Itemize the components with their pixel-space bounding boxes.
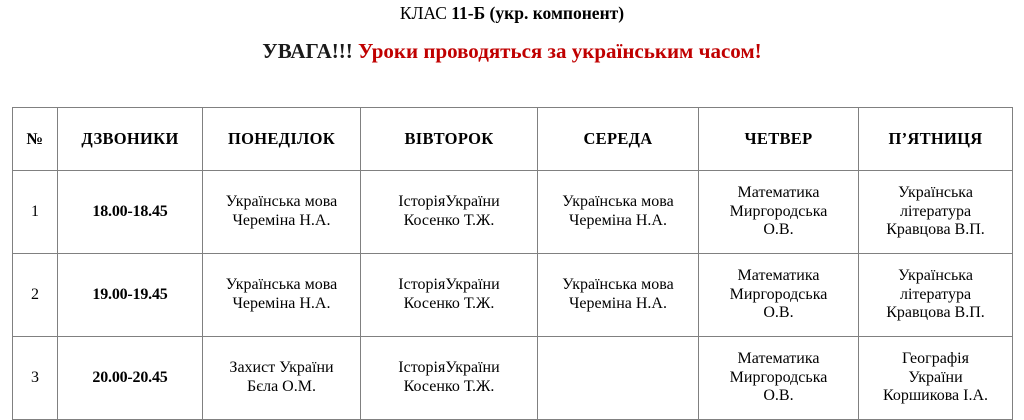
lesson-subject: Географія (902, 349, 969, 367)
table-row (13, 337, 1013, 420)
lesson-subject: Українська мова (562, 276, 674, 294)
row-number: 1 (13, 171, 58, 254)
cell-friday (859, 171, 1013, 254)
warning-banner (0, 23, 1024, 62)
lesson-teacher: Бєла О.М. (247, 378, 316, 395)
cell-wednesday (538, 254, 699, 337)
lesson-subject: Захист України (229, 359, 334, 377)
cell-tuesday (361, 337, 538, 420)
cell-monday (203, 171, 361, 254)
row-time: 18.00-18.45 (58, 171, 203, 254)
lesson-subject: ІсторіяУкраїни (398, 359, 500, 377)
cell-wednesday (538, 171, 699, 254)
cell-thursday (699, 254, 859, 337)
table-header-row (13, 108, 1013, 171)
lesson-subject: Математика (737, 266, 820, 284)
lesson-subject: Математика (737, 349, 820, 367)
page-title-prefix: КЛАС (399, 3, 452, 23)
column-header-bells: ДЗВОНИКИ (58, 108, 203, 171)
column-header-thursday: ЧЕТВЕР (699, 108, 859, 171)
schedule-table (12, 107, 1013, 420)
lesson-subject-line2: література (899, 202, 972, 220)
lesson-teacher: Череміна Н.А. (232, 212, 331, 229)
table-row (13, 171, 1013, 254)
lesson-subject: Українська мова (225, 276, 338, 294)
lesson-teacher: Кравцова В.П. (886, 221, 985, 239)
lesson-teacher: Миргородська (729, 368, 828, 386)
lesson-subject: ІсторіяУкраїни (398, 193, 500, 211)
lesson-subject: Українська мова (225, 193, 338, 211)
lesson-teacher-initials: О.В. (763, 387, 794, 405)
cell-monday (203, 337, 361, 420)
cell-thursday (699, 171, 859, 254)
cell-wednesday-empty (538, 337, 699, 420)
lesson-teacher: Миргородська (729, 285, 828, 303)
cell-monday (203, 254, 361, 337)
column-header-friday: П’ЯТНИЦЯ (859, 108, 1013, 171)
lesson-teacher: Коршикова І.А. (882, 387, 989, 405)
column-header-monday: ПОНЕДІЛОК (203, 108, 361, 171)
table-row (13, 254, 1013, 337)
row-number: 3 (13, 337, 58, 420)
lesson-teacher: Косенко Т.Ж. (403, 212, 495, 229)
lesson-subject: Українська (898, 183, 973, 201)
cell-tuesday (361, 171, 538, 254)
lesson-teacher: Кравцова В.П. (886, 304, 985, 322)
lesson-subject-line2: література (899, 285, 972, 303)
lesson-subject: ІсторіяУкраїни (398, 276, 500, 294)
row-time: 20.00-20.45 (58, 337, 203, 420)
page-title-class: 11-Б (укр. компонент) (451, 3, 625, 23)
cell-friday (859, 254, 1013, 337)
lesson-subject: Українська мова (562, 193, 674, 211)
lesson-subject: Математика (737, 183, 820, 201)
schedule-table-container (12, 107, 1012, 420)
column-header-number: № (13, 108, 58, 171)
row-number: 2 (13, 254, 58, 337)
lesson-teacher: Череміна Н.А. (232, 295, 331, 312)
lesson-teacher: Косенко Т.Ж. (403, 378, 495, 395)
lesson-subject: Українська (898, 266, 973, 284)
lesson-subject-line2: України (908, 368, 963, 386)
cell-friday (859, 337, 1013, 420)
warning-attention-label: УВАГА!!! (262, 38, 353, 63)
row-time: 19.00-19.45 (58, 254, 203, 337)
warning-message: Уроки проводяться за українським часом! (352, 38, 762, 63)
lesson-teacher: Миргородська (729, 202, 828, 220)
page-title (0, 0, 1024, 23)
lesson-teacher: Косенко Т.Ж. (403, 295, 495, 312)
cell-thursday (699, 337, 859, 420)
cell-tuesday (361, 254, 538, 337)
lesson-teacher-initials: О.В. (763, 221, 794, 239)
lesson-teacher-initials: О.В. (763, 304, 794, 322)
lesson-teacher: Череміна Н.А. (569, 295, 667, 312)
column-header-tuesday: ВІВТОРОК (361, 108, 538, 171)
column-header-wednesday: СЕРЕДА (538, 108, 699, 171)
lesson-teacher: Череміна Н.А. (569, 212, 667, 229)
